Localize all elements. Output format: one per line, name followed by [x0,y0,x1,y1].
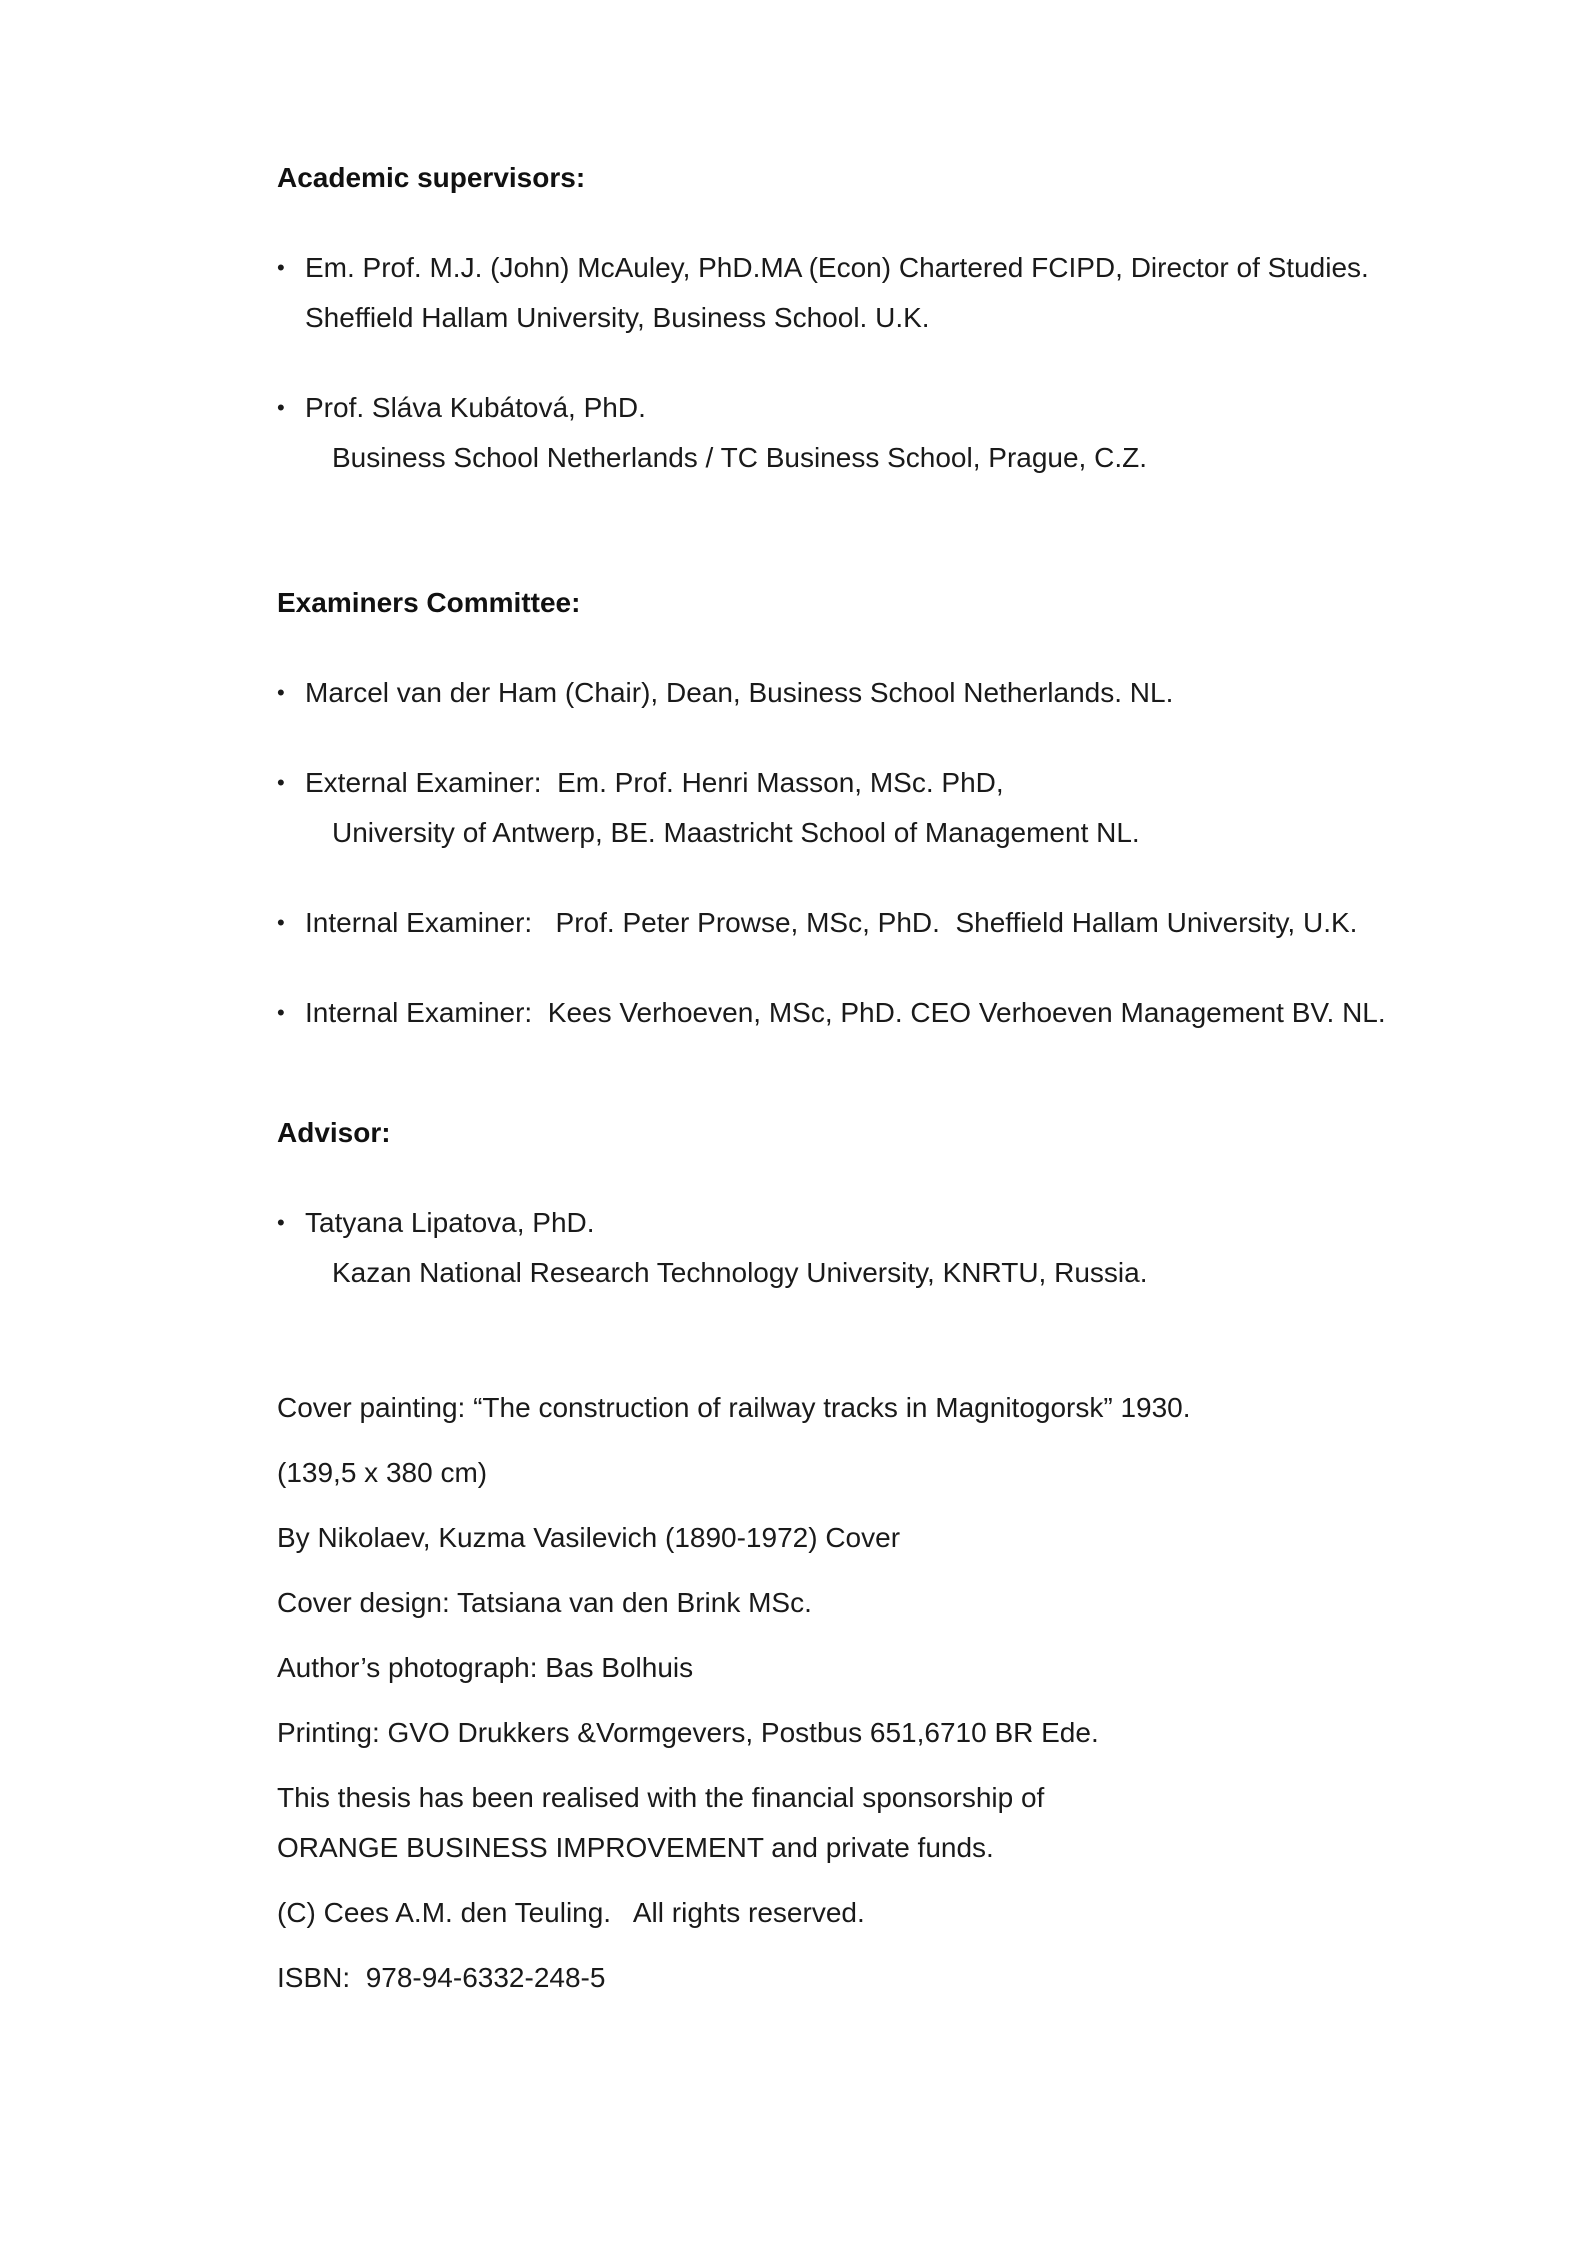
supervisor-affiliation-line: Business School Netherlands / TC Business School, Prague, C.Z. [332,442,1147,473]
painting-dimensions-text: (139,5 x 380 cm) [277,1457,488,1488]
section-heading-advisor [277,1108,1484,1158]
advisor-affiliation-line: Kazan National Research Technology University, KNRTU, Russia. [332,1257,1148,1288]
colophon-section [277,1383,1484,2003]
examiner-line: External Examiner: Em. Prof. Henri Masson, MSc. PhD, [305,767,1004,798]
examiner-line: Internal Examiner: Prof. Peter Prowse, MSc, PhD. Sheffield Hallam University, U.K. [305,907,1358,938]
list-item-advisor-lipatova [277,1198,1484,1298]
bullet-icon: • [277,395,285,420]
bullet-icon: • [277,910,285,935]
heading-text: Examiners Committee: [277,587,581,618]
cover-painting-paragraph [277,1383,1484,1433]
examiner-affiliation-line: University of Antwerp, BE. Maastricht School of Management NL. [332,817,1140,848]
copyright-paragraph [277,1888,1484,1938]
cover-design-paragraph [277,1578,1484,1628]
painting-artist-paragraph [277,1513,1484,1563]
bullet-icon: • [277,1210,285,1235]
heading-text: Academic supervisors: [277,162,586,193]
advisor-name-line: Tatyana Lipatova, PhD. [305,1207,595,1238]
cover-painting-text: Cover painting: “The construction of railway tracks in Magnitogorsk” 1930. [277,1392,1191,1423]
bullet-icon: • [277,680,285,705]
painting-artist-text: By Nikolaev, Kuzma Vasilevich (1890-1972) Cover [277,1522,901,1553]
bullet-icon: • [277,255,285,280]
examiner-line: Internal Examiner: Kees Verhoeven, MSc, PhD. CEO Verhoeven Management BV. NL. [305,997,1386,1028]
list-item-internal-examiner-verhoeven [277,988,1484,1038]
examiner-line: Marcel van der Ham (Chair), Dean, Business School Netherlands. NL. [305,677,1174,708]
painting-dimensions-paragraph [277,1448,1484,1498]
printing-text: Printing: GVO Drukkers &Vormgevers, Postbus 651,6710 BR Ede. [277,1717,1099,1748]
section-heading-examiners-committee [277,578,1484,628]
sponsorship-paragraph [277,1773,1484,1873]
supervisor-name-line: Em. Prof. M.J. (John) McAuley, PhD.MA (Econ) Chartered FCIPD, Director of Studies. [305,252,1369,283]
list-item-internal-examiner-prowse [277,898,1484,948]
author-photo-text: Author’s photograph: Bas Bolhuis [277,1652,694,1683]
bullet-icon: • [277,770,285,795]
sponsorship-line-1: This thesis has been realised with the financial sponsorship of [277,1782,1045,1813]
supervisor-affiliation-line: Sheffield Hallam University, Business School. U.K. [305,302,930,333]
isbn-text: ISBN: 978-94-6332-248-5 [277,1962,606,1993]
list-item-supervisor-mcauley [277,243,1484,343]
list-item-external-examiner [277,758,1484,858]
author-photo-paragraph [277,1643,1484,1693]
copyright-text: (C) Cees A.M. den Teuling. All rights reserved. [277,1897,865,1928]
bullet-icon: • [277,1000,285,1025]
printing-paragraph [277,1708,1484,1758]
section-heading-academic-supervisors [277,153,1484,203]
list-item-supervisor-kubatova [277,383,1484,483]
list-item-examiner-chair [277,668,1484,718]
sponsorship-line-2: ORANGE BUSINESS IMPROVEMENT and private funds. [277,1832,994,1863]
isbn-paragraph [277,1953,1484,2003]
supervisor-name-line: Prof. Sláva Kubátová, PhD. [305,392,646,423]
cover-design-text: Cover design: Tatsiana van den Brink MSc. [277,1587,812,1618]
heading-text: Advisor: [277,1117,391,1148]
